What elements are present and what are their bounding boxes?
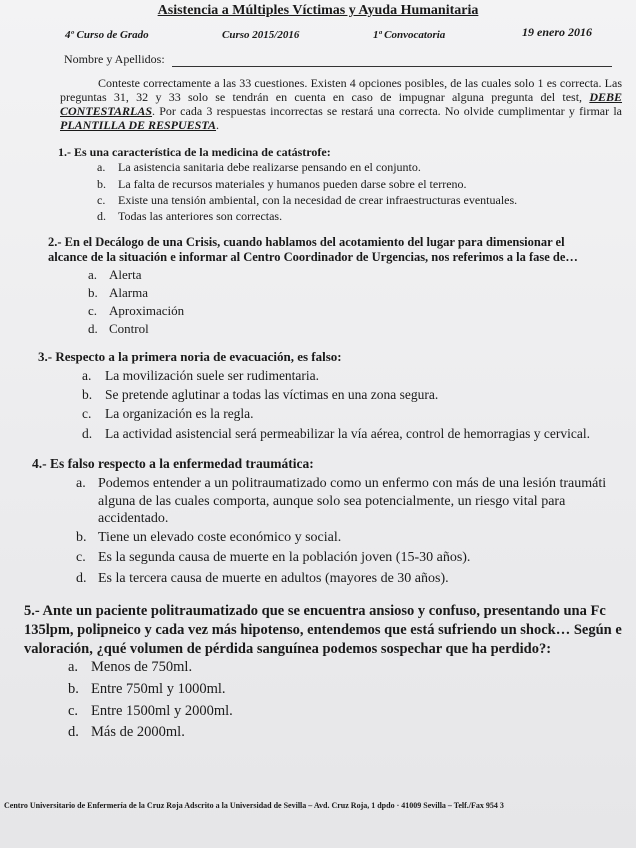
question-5-line1: 5.- Ante un paciente politraumatizado que se encuentra ansioso y confuso, presentando una Fc: [24, 603, 606, 619]
instructions-emphasis-1: DEBE CONTESTARLAS: [60, 90, 622, 118]
academic-year: Curso 2015/2016: [222, 29, 300, 41]
q2-option-d[interactable]: d. Control: [88, 321, 149, 336]
question-4: 4.- Es falso respecto a la enfermedad traumática:: [32, 456, 314, 471]
question-2-line2: alcance de la situación e informar al Centro Coordinador de Urgencias, nos referimos a la fase de…: [48, 250, 578, 264]
q2-option-b[interactable]: b. Alarma: [88, 285, 148, 300]
q2-option-c[interactable]: c. Aproximación: [88, 303, 185, 318]
q3-option-a[interactable]: a. La movilización suele ser rudimentaria.: [82, 368, 320, 383]
q1-option-c[interactable]: c. Existe una tensión ambiental, con la necesidad de crear infraestructuras eventuales.: [97, 193, 518, 207]
instructions-part2: . Por cada 3 respuestas incorrectas se restará una correcta. No olvide cumplimentar y firmar la: [152, 104, 622, 118]
exam-date: 19 enero 2016: [522, 25, 592, 39]
q1-option-a[interactable]: a. La asistencia sanitaria debe realizarse pensando en el conjunto.: [97, 160, 421, 174]
q4-option-a-line3: accidentado.: [98, 511, 169, 526]
exam-title: Asistencia a Múltiples Víctimas y Ayuda Humanitaria: [157, 3, 479, 18]
instructions-part1: Conteste correctamente a las 33 cuestiones. Existen 4 opciones posibles, de las cuales solo 1 es correcta. Las preguntas 31, 32 y 33 solo se tendrán en cuenta en caso de impugnar alguna pregunta del test,: [60, 76, 622, 104]
q5-option-a[interactable]: a. Menos de 750ml.: [68, 659, 193, 675]
q2-option-a[interactable]: a. Alerta: [88, 267, 142, 282]
question-3: 3.- Respecto a la primera noria de evacuación, es falso:: [38, 349, 342, 364]
q4-option-a-line2: alguna de las cuales comporta, aunque solo sea potencialmente, un riesgo vital para: [98, 494, 566, 509]
q5-option-b[interactable]: b. Entre 750ml y 1000ml.: [68, 681, 226, 697]
q3-option-d[interactable]: d. La actividad asistencial será permeabilizar la vía aérea, control de hemorragias y cervical.: [82, 426, 590, 441]
q4-option-c[interactable]: c. Es la segunda causa de muerte en la población joven (15-30 años).: [76, 550, 471, 565]
instructions-part3: .: [216, 118, 220, 132]
name-label: Nombre y Apellidos:: [64, 52, 165, 66]
footer-address: Centro Universitario de Enfermería de la Cruz Roja Adscrito a la Universidad de Sevilla – Avd. Cruz Roja, 1 dpdo · 41009 Sevilla – Telf./Fax 954 3: [4, 801, 504, 810]
q4-option-b[interactable]: b. Tiene un elevado coste económico y social.: [76, 530, 342, 545]
instructions: [60, 76, 622, 132]
q5-option-c[interactable]: c. Entre 1500ml y 2000ml.: [68, 703, 233, 719]
q1-option-d[interactable]: d. Todas las anteriores son correctas.: [97, 209, 283, 223]
question-2-line1: 2.- En el Decálogo de una Crisis, cuando hablamos del acotamiento del lugar para dimensionar el: [48, 235, 565, 249]
course-label: 4º Curso de Grado: [65, 29, 149, 41]
question-1: 1.- Es una característica de la medicina de catástrofe:: [58, 145, 331, 159]
question-5-line3: valoración, ¿qué volumen de pérdida sanguínea podemos sospechar que ha perdido?:: [24, 641, 552, 657]
q1-option-b[interactable]: b. La falta de recursos materiales y humanos pueden darse sobre el terreno.: [97, 177, 467, 191]
q3-option-c[interactable]: c. La organización es la regla.: [82, 406, 254, 421]
q4-option-d[interactable]: d. Es la tercera causa de muerte en adultos (mayores de 30 años).: [76, 571, 449, 586]
exam-call: 1ª Convocatoria: [373, 29, 446, 41]
q4-option-a[interactable]: a. Podemos entender a un politraumatizado como un enfermo con más de una lesión traumáti: [76, 476, 607, 491]
name-field-line[interactable]: [172, 66, 612, 67]
q3-option-b[interactable]: b. Se pretende aglutinar a todas las víctimas en una zona segura.: [82, 387, 439, 402]
q5-option-d[interactable]: d. Más de 2000ml.: [68, 724, 185, 740]
question-5-line2: 135lpm, polipneico y cada vez más hipotenso, entendemos que está sufriendo un shock… Según e: [24, 622, 622, 638]
instructions-emphasis-2: PLANTILLA DE RESPUESTA: [60, 118, 217, 132]
